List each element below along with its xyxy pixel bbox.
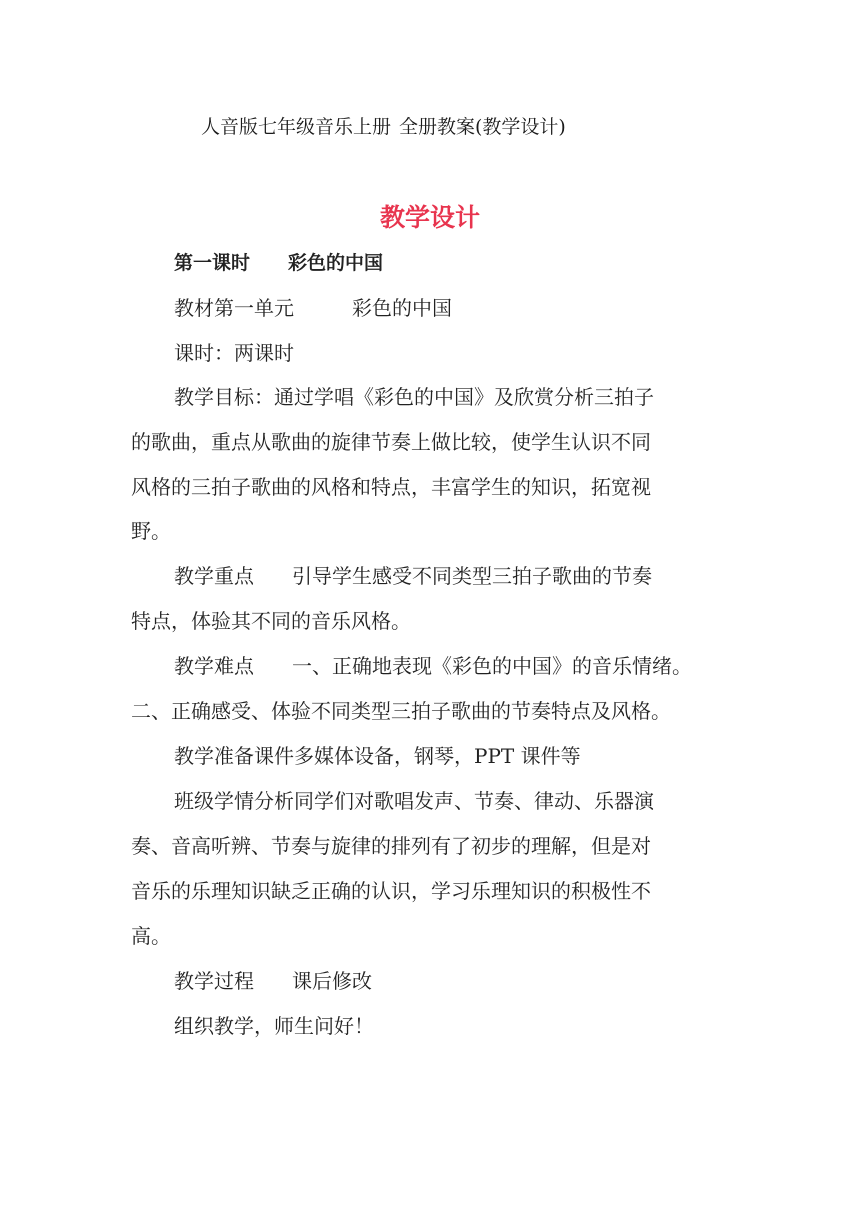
process-label: 教学过程 — [174, 969, 254, 993]
objective-line-3: 风格的三拍子歌曲的风格和特点，丰富学生的知识，拓宽视 — [131, 475, 651, 499]
lesson-label: 第一课时 — [174, 252, 251, 274]
objective-line-1: 教学目标：通过学唱《彩色的中国》及欣赏分析三拍子 — [174, 385, 654, 409]
difficulty-line-2: 二、正确感受、体验不同类型三拍子歌曲的节奏特点及风格。 — [131, 699, 671, 723]
hours-line: 课时：两课时 — [174, 341, 294, 365]
document-title-part1: 人音版七年级音乐上册 — [201, 116, 392, 138]
document-title-part2: 全册教案(教学设计) — [399, 116, 566, 138]
analysis-line-1: 班级学情分析同学们对歌唱发声、节奏、律动、乐器演 — [174, 789, 654, 813]
lesson-line — [131, 249, 774, 277]
analysis-line-2: 奏、音高听辨、节奏与旋律的排列有了初步的理解，但是对 — [131, 834, 651, 858]
document-title — [201, 113, 566, 141]
keypoint-line-2: 特点，体验其不同的音乐风格。 — [131, 609, 411, 633]
preparation-line: 教学准备课件多媒体设备，钢琴，PPT 课件等 — [174, 744, 581, 768]
revision-label: 课后修改 — [292, 969, 372, 993]
keypoint-line-1 — [131, 562, 774, 590]
process-line — [131, 967, 774, 995]
section-heading: 教学设计 — [379, 203, 480, 232]
keypoint-text-1: 引导学生感受不同类型三拍子歌曲的节奏 — [292, 564, 652, 588]
material-label: 教材第一单元 — [174, 296, 294, 320]
objective-line-4: 野。 — [131, 519, 171, 543]
keypoint-label: 教学重点 — [174, 564, 254, 588]
greeting-line: 组织教学，师生问好！ — [174, 1014, 374, 1038]
difficulty-label: 教学难点 — [174, 654, 254, 678]
analysis-line-3: 音乐的乐理知识缺乏正确的认识，学习乐理知识的积极性不 — [131, 879, 651, 903]
difficulty-line-1 — [131, 652, 774, 680]
material-name: 彩色的中国 — [352, 296, 452, 320]
difficulty-text-1: 一、正确地表现《彩色的中国》的音乐情绪。 — [292, 654, 692, 678]
material-line — [131, 294, 774, 322]
lesson-name: 彩色的中国 — [288, 252, 384, 274]
objective-line-2: 的歌曲，重点从歌曲的旋律节奏上做比较，使学生认识不同 — [131, 430, 651, 454]
analysis-line-4: 高。 — [131, 924, 171, 948]
